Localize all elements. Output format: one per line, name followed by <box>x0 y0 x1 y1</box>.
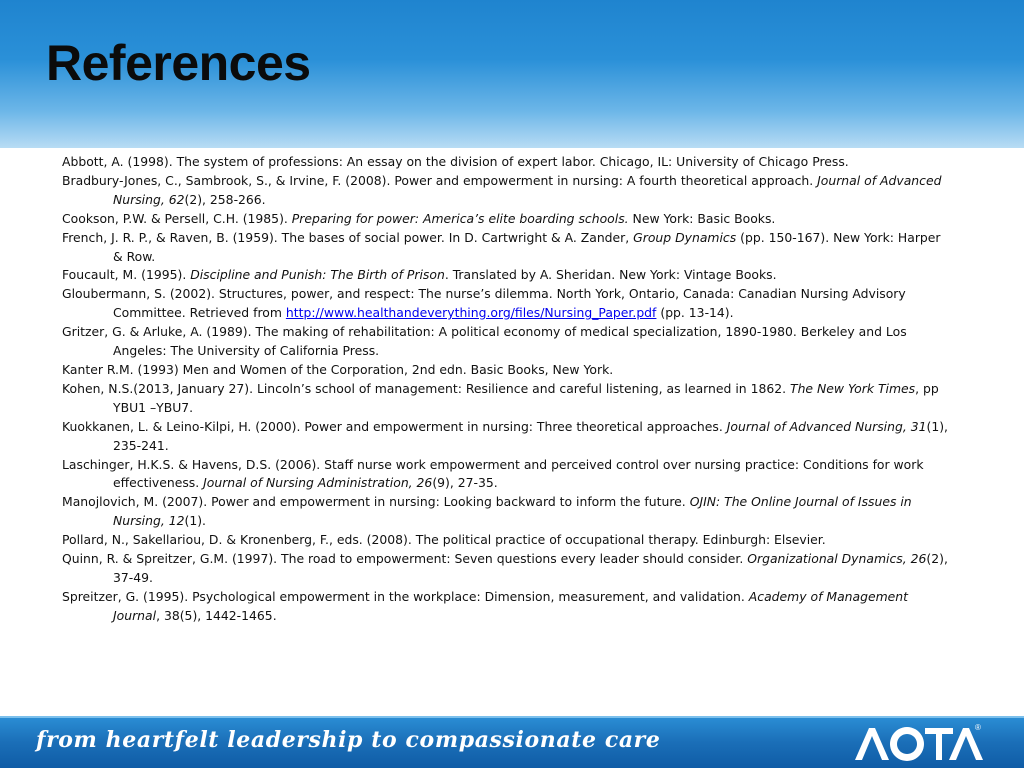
registered-mark: ® <box>975 723 981 732</box>
reference-item: Laschinger, H.K.S. & Havens, D.S. (2006). Staff nurse work empowerment and perceived control over nursing practice: Conditions for work effectiveness. Journal of Nursing Administration, 26(9), 27-35. <box>62 456 924 491</box>
reference-item: Kuokkanen, L. & Leino-Kilpi, H. (2000). Power and empowerment in nursing: Three theoretical approaches. Journal of Advanced Nursing, 31(1), 235-241. <box>62 418 948 453</box>
reference-list <box>62 153 952 626</box>
reference-item: Cookson, P.W. & Persell, C.H. (1985). Preparing for power: America’s elite boarding schools. New York: Basic Books. <box>62 210 776 226</box>
reference-item: Gritzer, G. & Arluke, A. (1989). The making of rehabilitation: A political economy of medical specialization, 1890-1980. Berkeley and Los Angeles: The University of California Press. <box>62 324 907 359</box>
reference-item: Foucault, M. (1995). Discipline and Punish: The Birth of Prison. Translated by A. Sheridan. New York: Vintage Books. <box>62 267 777 283</box>
reference-item: Abbott, A. (1998). The system of professions: An essay on the division of expert labor. Chicago, IL: University of Chicago Press. <box>62 154 849 169</box>
reference-item: Kohen, N.S.(2013, January 27). Lincoln’s school of management: Resilience and careful listening, as learned in 1862. The New York Times, pp YBU1 –YBU7. <box>62 380 939 415</box>
reference-link[interactable]: http://www.healthandeverything.org/files/Nursing_Paper.pdf <box>285 305 657 321</box>
aota-logo <box>853 722 983 764</box>
page-title: References <box>46 35 311 91</box>
reference-item: Bradbury-Jones, C., Sambrook, S., & Irvine, F. (2008). Power and empowerment in nursing: A fourth theoretical approach. Journal of Advanced Nursing, 62(2), 258-266. <box>62 172 942 207</box>
reference-item: Manojlovich, M. (2007). Power and empowerment in nursing: Looking backward to inform the future. OJIN: The Online Journal of Issues in Nursing, 12(1). <box>62 494 912 529</box>
footer-tagline: from heartfelt leadership to compassionate care <box>36 727 661 753</box>
reference-item: Spreitzer, G. (1995). Psychological empowerment in the workplace: Dimension, measurement, and validation. Academy of Management Journal, 38(5), 1442-1465. <box>62 588 909 623</box>
reference-item: French, J. R. P., & Raven, B. (1959). The bases of social power. In D. Cartwright & A. Zander, Group Dynamics (pp. 150-167). New York: Harper & Row. <box>62 229 941 264</box>
reference-item: Pollard, N., Sakellariou, D. & Kronenberg, F., eds. (2008). The political practice of occupational therapy. Edinburgh: Elsevier. <box>62 532 826 548</box>
reference-item: Quinn, R. & Spreitzer, G.M. (1997). The road to empowerment: Seven questions every leader should consider. Organizational Dynamics, 26(2), 37-49. <box>62 551 948 585</box>
reference-item: Kanter R.M. (1993) Men and Women of the Corporation, 2nd edn. Basic Books, New York. <box>62 361 614 377</box>
reference-item: Gloubermann, S. (2002). Structures, power, and respect: The nurse’s dilemma. North York, Ontario, Canada: Canadian Nursing Advisory Committee. Retrieved from http://www.healthandeverything.org/files/Nursing_Paper.pdf (pp. 13-14). <box>62 286 906 321</box>
footer-divider <box>0 716 1024 718</box>
